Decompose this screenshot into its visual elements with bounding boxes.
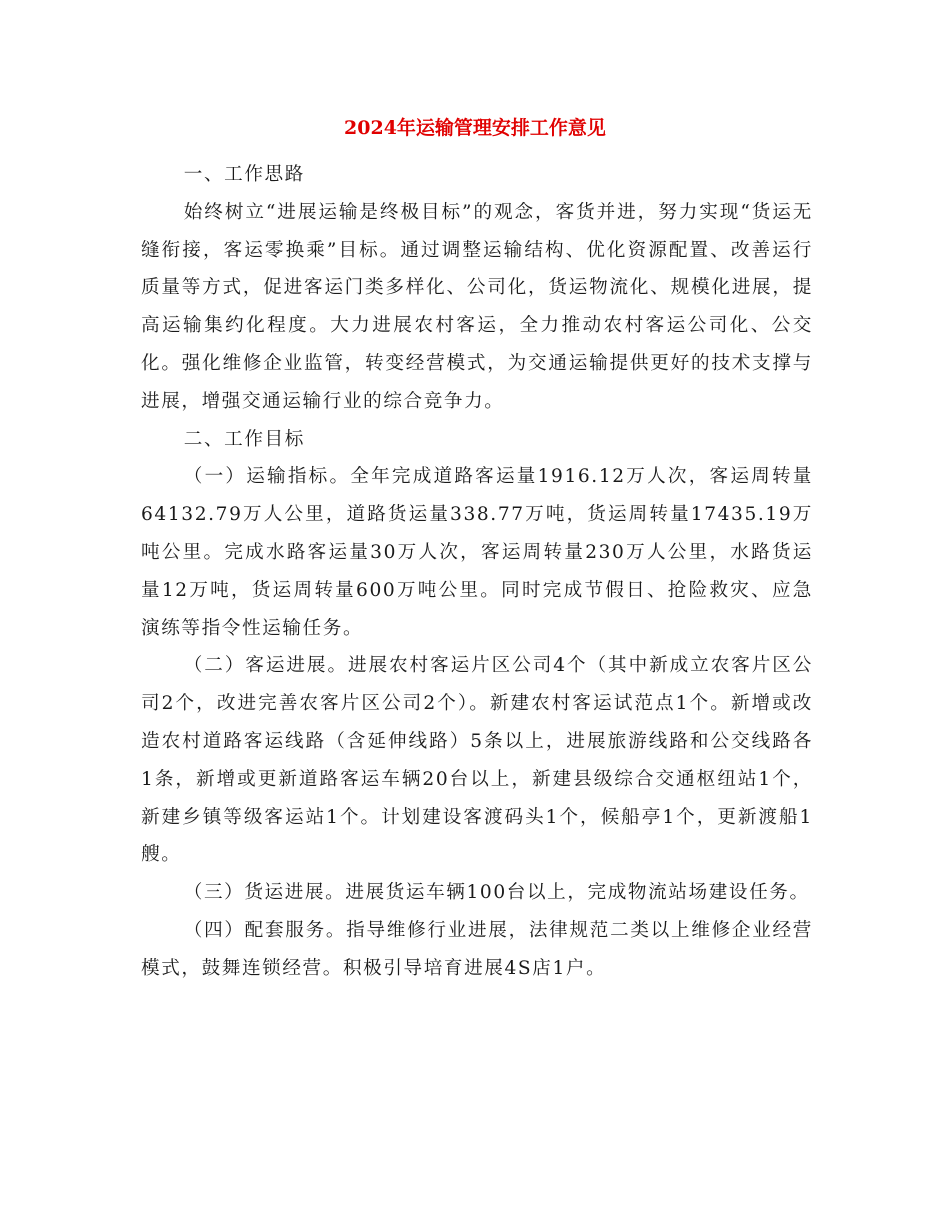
section-heading-ideas: 一、工作思路 bbox=[183, 164, 305, 185]
document-body bbox=[141, 156, 813, 988]
goal-paragraph-freight-transport: （三）货运进展。进展货运车辆100台以上，完成物流站场建设任务。 bbox=[183, 882, 810, 904]
document-title: 2024年运输管理安排工作意见 bbox=[344, 117, 606, 139]
ideas-paragraph: 始终树立“进展运输是终极目标”的观念，客货并进，努力实现“货运无缝衔接，客运零换乘”目标。通过调整运输结构、优化资源配置、改善运行质量等方式，促进客运门类多样化、公司化，货运物流化、规模化进展，提高运输集约化程度。大力进展农村客运，全力推动农村客运公司化、公交化。强化维修企业监管，转变经营模式，为交通运输提供更好的技术支撑与进展，增强交通运输行业的综合竞争力。 bbox=[141, 201, 813, 412]
goal-paragraph-support-services: （四）配套服务。指导维修行业进展，法律规范二类以上维修企业经营模式，鼓舞连锁经营。积极引导培育进展4S店1户。 bbox=[141, 919, 813, 979]
goal-paragraph-transport-indicators: （一）运输指标。全年完成道路客运量1916.12万人次，客运周转量64132.79万人公里，道路货运量338.77万吨，货运周转量17435.19万吨公里。完成水路客运量30万人次，客运周转量230万人公里，水路货运量12万吨，货运周转量600万吨公里。同时完成节假日、抢险救灾、应急演练等指令性运输任务。 bbox=[141, 466, 813, 639]
section-heading-goals: 二、工作目标 bbox=[183, 428, 305, 450]
goal-paragraph-passenger-transport: （二）客运进展。进展农村客运片区公司4个（其中新成立农客片区公司2个，改进完善农客片区公司2个）。新建农村客运试范点1个。新增或改造农村道路客运线路（含延伸线路）5条以上，进展旅游线路和公交线路各1条，新增或更新道路客运车辆20台以上，新建县级综合交通枢纽站1个，新建乡镇等级客运站1个。计划建设客渡码头1个，候船亭1个，更新渡船1艘。 bbox=[141, 655, 813, 866]
